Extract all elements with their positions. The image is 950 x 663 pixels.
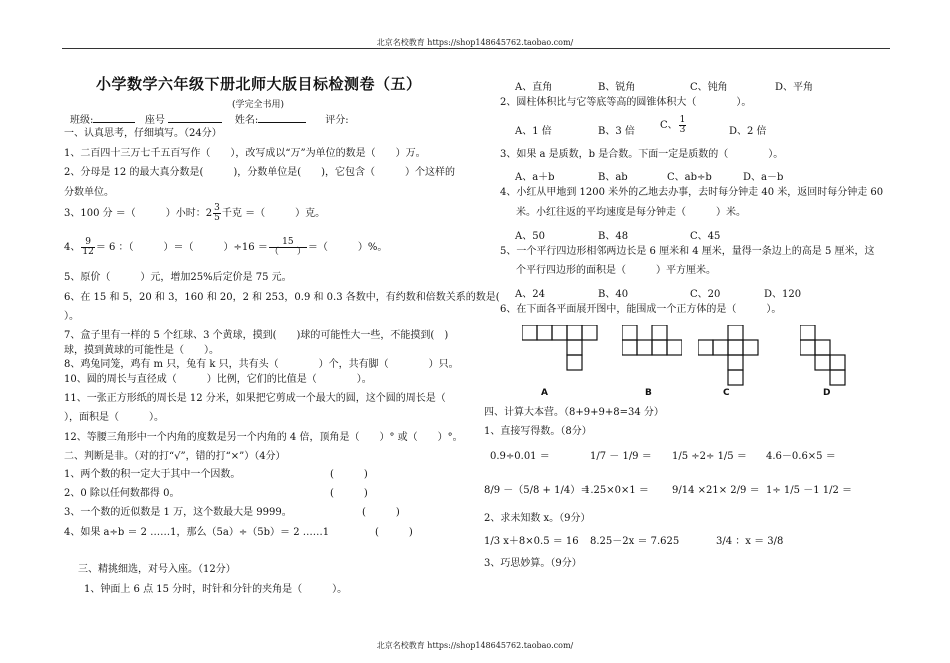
s1-q4-fraction2: 15 （ ）	[269, 237, 306, 257]
s3-q5-opt-d[interactable]: D、120	[764, 289, 802, 300]
s3-q6: 6、在下面各平面展开图中，能围成一个正方体的是（ ）。	[500, 304, 782, 315]
s3-q4-opt-c[interactable]: C、45	[690, 231, 721, 242]
s3-q2-opt-a[interactable]: A、1 倍	[515, 126, 552, 137]
s3-q5-line1: 5、一个平行四边形相邻两边长是 6 厘米和 4 厘米，量得一条边上的高是 5 厘米，这	[500, 246, 875, 257]
s3-q4-line1: 4、小红从甲地到 1200 米外的乙地去办事，去时每分钟走 40 米，返回时每分钟走 60	[500, 187, 884, 198]
net-b-square	[667, 340, 682, 355]
net-c-square	[743, 340, 758, 355]
net-a-square	[567, 355, 582, 370]
s1-q4-text-b: ＝ 6 ：（ ）＝（ ）÷16 ＝	[95, 242, 268, 253]
net-c-square	[728, 325, 743, 340]
page-subtitle: (学完全书用)	[232, 100, 285, 110]
name-field[interactable]	[258, 113, 306, 123]
s3-q2-opt-b[interactable]: B、3 倍	[598, 126, 635, 137]
s4-r2-c1: 8/9 －（5/8 + 1/4）＝	[484, 485, 591, 496]
s1-q6-line2: ）。	[64, 311, 79, 322]
net-d-square	[815, 340, 830, 355]
s3-q3-opt-d[interactable]: D、a－b	[743, 172, 784, 183]
net-b-label: B	[645, 388, 652, 398]
s1-q2-line2: 分数单位。	[64, 187, 114, 198]
s1-q4-fraction1: $\frac{9}{12}$	[82, 237, 94, 257]
s2-item-3: 3、一个数的近似数是 1 万，这个数最大是 9999。	[64, 507, 292, 518]
net-d-square	[830, 355, 845, 370]
seat-label: 座号	[144, 115, 165, 126]
header-rule	[62, 48, 890, 49]
net-c-square	[713, 340, 728, 355]
s2-item-2-mark[interactable]: ( )	[330, 488, 368, 499]
s4-eq-3: 3/4 ：x ＝ 3/8	[716, 536, 784, 547]
net-b-square	[652, 325, 667, 340]
net-d-square	[800, 325, 815, 340]
s4-sub3: 3、巧思妙算。（9分）	[484, 558, 582, 569]
s3-q1-opt-a[interactable]: A、直角	[515, 82, 553, 93]
s3-q3-opt-a[interactable]: A、a＋b	[515, 172, 555, 183]
s1-q4-text-c: ＝（ ）%。	[307, 242, 388, 253]
net-a-square	[582, 325, 597, 340]
s3-q3-opt-b[interactable]: B、ab	[598, 172, 628, 183]
net-d-square	[800, 340, 815, 355]
s1-q7-line1: 7、盒子里有一样的 5 个红球、3 个黄球，摸到( )球的可能性大一些，不能摸到( )	[64, 330, 449, 341]
net-a-square	[522, 325, 537, 340]
s3-q2-opt-d[interactable]: D、2 倍	[729, 126, 767, 137]
net-a-diagram[interactable]	[522, 325, 617, 385]
s1-q5: 5、原价（ ）元，增加25%后定价是 75 元。	[64, 272, 292, 283]
s4-r1-c2: 1/7 － 1/9 ＝	[590, 451, 652, 462]
net-b-square	[622, 325, 637, 340]
class-label: 班级:	[70, 115, 94, 126]
net-b-square	[637, 340, 652, 355]
s3-q5-opt-b[interactable]: B、40	[598, 289, 629, 300]
s2-item-2: 2、0 除以任何数都得 0。	[64, 488, 180, 499]
section2-heading: 二、判断是非。（对的打“√”，错的打“×”）（4分）	[64, 451, 286, 462]
s1-q11-line1: 11、一张正方形纸的周长是 12 分米，如果把它剪成一个最大的圆，这个圆的周长是（	[64, 393, 476, 404]
s1-q10: 10、圆的周长与直径成（ ）比例，它们的比值是（ ）。	[64, 374, 372, 385]
net-b-square	[622, 340, 637, 355]
net-a-square	[552, 325, 567, 340]
student-info-row	[70, 113, 349, 127]
net-c-square	[698, 340, 713, 355]
s4-r2-c4: 1÷ 1/5 －1 1/2 ＝	[766, 485, 853, 496]
s3-q3: 3、如果 a 是质数，b 是合数。下面一定是质数的（ ）。	[500, 149, 784, 160]
s2-item-3-mark[interactable]: ( )	[362, 507, 400, 518]
s3-q4-line2: 米。小红往返的平均速度是每分钟走（ ）米。	[516, 207, 746, 218]
s2-item-4: 4、如果 a÷b ＝ 2 ……1，那么（5a）÷（5b）＝ 2 ……1	[64, 527, 330, 538]
s1-q11-line2: ），面积是（ ）。	[64, 412, 164, 423]
s3-q1-opt-c[interactable]: C、钝角	[690, 82, 728, 93]
s1-q3-text-b: 千克 ＝（ ）克。	[221, 208, 326, 219]
net-c-label: C	[723, 388, 730, 398]
s4-sub1: 1、直接写得数。（8分）	[484, 426, 592, 437]
section4-heading: 四、计算大本营。（8+9+9+8=34 分）	[484, 407, 664, 418]
section3-heading: 三、精挑细选，对号入座。（12分）	[78, 564, 236, 575]
s3-q2-opt-c[interactable]: C、 $\frac{1}{3}$	[660, 115, 686, 135]
s3-q4-opt-b[interactable]: B、48	[598, 231, 629, 242]
section1-heading: 一、认真思考，仔细填写。（24分）	[64, 128, 222, 139]
s1-q7-line2: 球，摸到黄球的可能性是（ ）。	[64, 345, 219, 356]
page-header: 北京名校教育 https://shop148645762.taobao.com/	[376, 38, 574, 47]
net-d-label: D	[823, 388, 831, 398]
s4-r1-c4: 4.6－0.6×5 ＝	[766, 451, 836, 462]
s1-q8: 8、鸡兔同笼，鸡有 m 只，兔有 k 只，共有头（ ）个，共有脚（ ）只。	[64, 359, 459, 370]
s3-q1-opt-b[interactable]: B、锐角	[598, 82, 636, 93]
net-c-square	[728, 355, 743, 370]
s2-item-4-mark[interactable]: ( )	[375, 527, 413, 538]
s3-q5-opt-c[interactable]: C、20	[690, 289, 721, 300]
net-c-square	[728, 370, 743, 385]
s1-q3-text-a: 3、100 分 ＝（ ）小时：2	[64, 208, 213, 219]
net-a-square	[537, 325, 552, 340]
s4-r2-c3: 9/14 ×21× 2/9 ＝	[672, 485, 760, 496]
page-title: 小学数学六年级下册北师大版目标检测卷（五）	[96, 75, 422, 93]
s3-q4-opt-a[interactable]: A、50	[515, 231, 545, 242]
s3-q5-line2: 个平行四边形的面积是（ ）平方厘米。	[516, 265, 716, 276]
s4-r2-c2: 1.25×0×1 ＝	[584, 485, 649, 496]
s1-q6-line1: 6、在 15 和 5，20 和 3，160 和 20，2 和 253，0.9 和 0.3 各数中，有约数和倍数关系的数是(	[64, 292, 500, 303]
s3-q5-opt-a[interactable]: A、24	[515, 289, 545, 300]
class-field[interactable]	[93, 113, 135, 123]
net-d-diagram[interactable]	[800, 325, 850, 387]
s3-q2: 2、圆柱体积比与它等底等高的圆锥体积大（ ）。	[500, 97, 752, 108]
score-label: 评分:	[325, 115, 349, 126]
s4-eq-2: 8.25－2x ＝ 7.625	[590, 536, 680, 547]
net-b-square	[652, 340, 667, 355]
s4-r1-c1: 0.9÷0.01 ＝	[490, 451, 550, 462]
net-a-square	[567, 340, 582, 355]
name-label: 姓名:	[234, 115, 259, 126]
net-b-diagram[interactable]	[622, 325, 682, 385]
s1-q4	[64, 238, 387, 257]
s1-q1: 1、二百四十三万七千五百写作（ ），改写成以“万”为单位的数是（ ）万。	[64, 148, 426, 159]
net-d-square	[830, 370, 845, 385]
s3-q3-opt-c[interactable]: C、ab÷b	[667, 172, 712, 183]
net-d-square	[815, 355, 830, 370]
seat-field[interactable]	[168, 113, 222, 123]
s4-eq-1: 1/3 x＋8×0.5 ＝ 16	[484, 536, 579, 547]
page-footer: 北京名校教育 https://shop148645762.taobao.com/	[376, 641, 574, 650]
s1-q3-fraction: $\frac{3}{5}$	[214, 203, 220, 223]
net-c-square	[728, 340, 743, 355]
s1-q2-line1: 2、分母是 12 的最大真分数是( )，分数单位是( )，它包含（ ）个这样的	[64, 167, 456, 178]
s4-r1-c3: 1/5 ÷2÷ 1/5 ＝	[672, 451, 747, 462]
net-a-square	[567, 325, 582, 340]
net-c-diagram[interactable]	[698, 325, 760, 387]
s3-q1: 1、钟面上 6 点 15 分时，时针和分针的夹角是（ ）。	[84, 584, 348, 595]
s1-q3	[64, 204, 325, 223]
s1-q12: 12、等腰三角形中一个内角的度数是另一个内角的 4 倍，顶角是（ ）° 或（ ）°。	[64, 432, 463, 443]
s1-q4-num: 4、	[64, 242, 81, 253]
s3-q2-opt-c-fraction: $\frac{1}{3}$	[679, 115, 686, 135]
s3-q1-opt-d[interactable]: D、平角	[775, 82, 814, 93]
net-a-label: A	[541, 388, 548, 398]
s2-item-1: 1、两个数的积一定大于其中一个因数。	[64, 469, 241, 480]
s2-item-1-mark[interactable]: ( )	[330, 469, 368, 480]
s4-sub2: 2、求未知数 x。（9分）	[484, 513, 591, 524]
